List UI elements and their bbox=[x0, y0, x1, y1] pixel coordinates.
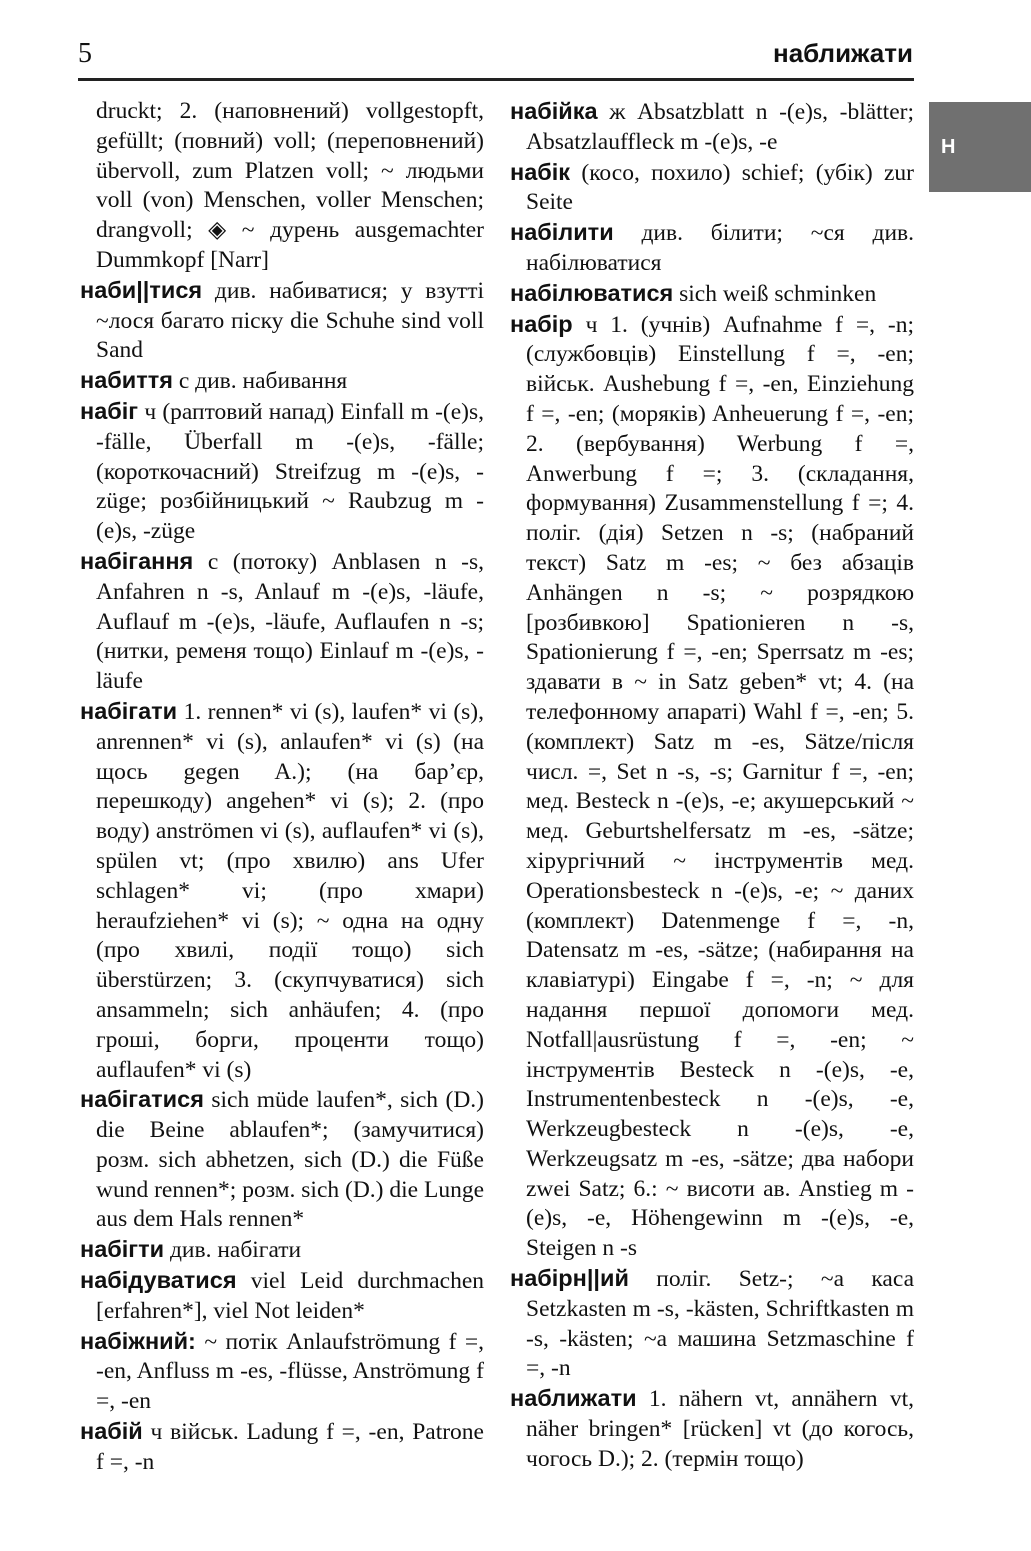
entry-body: sich müde laufen*, sich (D.) die Beine ablaufen*; (замучитися) розм. sich abhetzen, sich (D.) die Füße wund rennen*; розм. sich (D.) die Lunge aus dem Hals rennen* bbox=[96, 1087, 484, 1233]
dictionary-entry bbox=[80, 1266, 484, 1327]
entry-body: ч військ. Ladung f =, -en, Patrone f =, -n bbox=[96, 1419, 484, 1475]
header-rule bbox=[78, 78, 914, 81]
entry-headword: набіжний: bbox=[80, 1327, 196, 1354]
dictionary-entry bbox=[510, 279, 914, 310]
dictionary-entry bbox=[80, 397, 484, 547]
dictionary-entry bbox=[80, 1085, 484, 1235]
entry-headword: набігати bbox=[80, 697, 178, 724]
thumb-index-letter: Н bbox=[941, 135, 956, 158]
entry-headword: набілюватися bbox=[510, 279, 674, 306]
entry-body: 1. rennen* vi (s), laufen* vi (s), anrennen* vi (s), anlaufen* vi (s) (на щось gegen A.); (на бар’єр, перешкоду) angehen* vi (s); 2. (про воду) anströmen vi (s), auflaufen* vi (s), spülen vt; (про хвилю) ans Ufer schlagen* vi; (про хмари) heraufziehen* vi (s); ~ одна на одну (про хвилі, події тощо) sich überstürzen; 3. (скупчуватися) sich ansammeln; sich anhäufen; 4. (про гроші, борги, проценти тощо) auflaufen* vi (s) bbox=[96, 698, 485, 1083]
entry-headword: набиття bbox=[80, 367, 173, 394]
left-column bbox=[80, 97, 484, 1478]
entry-headword: набілити bbox=[510, 219, 614, 246]
entry-headword: набідуватися bbox=[80, 1267, 237, 1294]
running-head: наближати bbox=[772, 38, 913, 68]
dictionary-entry-continuation bbox=[80, 97, 484, 276]
entry-headword: набіг bbox=[80, 397, 139, 424]
entry-headword: набік bbox=[510, 158, 571, 185]
entry-body: ч (раптовий напад) Einfall m -(e)s, -fälle, Überfall m -(e)s, -fälle; (короткочасний) Streifzug m -(e)s, -züge; розбійницький ~ Raubzug m -(e)s, -züge bbox=[96, 398, 484, 545]
entry-headword: набігання bbox=[80, 547, 194, 574]
entry-body: 1. nähern vt, annähern vt, näher bringen* [rücken] vt (до когось, чогось D.); 2. (термін тощо) bbox=[526, 1386, 914, 1472]
dictionary-entry bbox=[510, 310, 914, 1265]
dictionary-entry bbox=[510, 218, 914, 279]
entry-body: див. набігати bbox=[169, 1237, 302, 1264]
entry-body: див. білити; ~ся див. набілюватися bbox=[526, 220, 915, 276]
dictionary-entry bbox=[80, 366, 484, 397]
page-number: 5 bbox=[78, 38, 92, 69]
entry-body: ж Absatzblatt n -(e)s, -blätter; Absatzlauffleck m -(e)s, -e bbox=[526, 99, 914, 155]
entry-body: поліг. Setz-; ~а каса Setzkasten m -s, -kästen, Schriftkasten m -s, -kästen; ~а машина Setzmaschine f =, -n bbox=[526, 1266, 915, 1382]
entry-headword: набій bbox=[80, 1418, 143, 1445]
dictionary-entry bbox=[510, 158, 914, 219]
entry-headword: наби||тися bbox=[80, 276, 203, 303]
dictionary-entry bbox=[510, 1384, 914, 1474]
dictionary-entry bbox=[80, 547, 484, 697]
entry-body: druckt; 2. (наповнений) vollgestopft, gefüllt; (повний) voll; (переповнений) übervoll, zum Platzen voll; ~ людьми voll (von) Menschen, voller Menschen; drangvoll; ◈ ~ дурень ausgemachter Dummkopf [Narr] bbox=[96, 98, 484, 273]
dictionary-entry bbox=[80, 1327, 484, 1417]
right-column bbox=[510, 97, 914, 1475]
entry-body: (косо, похило) schief; (убік) zur Seite bbox=[526, 159, 915, 216]
dictionary-entry bbox=[510, 97, 914, 158]
entry-headword: наближати bbox=[510, 1385, 637, 1412]
entry-body: viel Leid durchmachen [erfahren*], viel Not leiden* bbox=[96, 1268, 484, 1324]
dictionary-entry bbox=[80, 1417, 484, 1478]
entry-body: sich weiß schminken bbox=[679, 280, 877, 307]
thumb-index-tab bbox=[929, 102, 1031, 192]
entry-headword: набігти bbox=[80, 1236, 165, 1263]
dictionary-entry bbox=[80, 697, 484, 1085]
entry-headword: набірн||ий bbox=[510, 1265, 629, 1292]
dictionary-entry bbox=[80, 1235, 484, 1266]
entry-body: с див. набивання bbox=[178, 368, 348, 395]
entry-body: с (потоку) Anblasen n -s, Anfahren n -s, Anlauf m -(e)s, -läufe, Auflauf m -(e)s, -läufe, Auflaufen n -s; (нитки, ременя тощо) Einlauf m -(e)s, -läufe bbox=[96, 548, 484, 695]
entry-body: див. набиватися; у взутті ~лося багато піску die Schuhe sind voll Sand bbox=[96, 277, 484, 364]
entry-headword: набійка bbox=[510, 98, 598, 124]
entry-body: ~ потік Anlaufströmung f =, -en, Anfluss m -es, -flüsse, Anströmung f =, -en bbox=[96, 1328, 485, 1415]
dictionary-entry bbox=[510, 1264, 914, 1384]
dictionary-entry bbox=[80, 276, 484, 366]
entry-headword: набір bbox=[510, 310, 573, 337]
entry-body: ч 1. (учнів) Aufnahme f =, -n; (службовців) Einstellung f =, -en; військ. Aushebung f =, -en, Einziehung f =, -en; (моряків) Anheuerung f =, -en; 2. (вербування) Werbung f =, Anwerbung f =; 3. (складання, формування) Zusammenstellung f =; 4. поліг. (дія) Setzen n -s; (набраний текст) Satz m -es; ~ без абзаців Anhängen n -s; ~ розрядкою [розбивкою] Spationieren n -s, Spationierung f =, -en; Sperrsatz m -es; здавати в ~ in Satz geben* vt; 4. (на телефонному апараті) Wahl f =, -en; 5. (комплект) Satz m -es, Sätze/після числ. =, Set n -s, -s; Garnitur f =, -en; мед. Besteck n -(e)s, -e; акушерський ~ мед. Geburtshelfersatz m -es, -sätze; хірургічний ~ інструментів мед. Operationsbesteck n -(e)s, -e; ~ даних (комплект) Datenmenge f =, -n, Datensatz m -es, -sätze; (набирання на клавіатурі) Eingabe f =, -n; ~ для надання першої допомоги мед. Notfall|ausrüstung f =, -en; ~ інструментів Besteck n -(e)s, -e, Instrumentenbesteck n -(e)s, -e, Werkzeugbesteck n -(e)s, -e, Werkzeugsatz m -es, -sätze; два набори zwei Satz; 6.: ~ висоти ав. Anstieg m -(e)s, -e, Höhengewinn m -(e)s, -e, Steigen n -s bbox=[526, 311, 914, 1262]
entry-headword: набігатися bbox=[80, 1086, 204, 1113]
